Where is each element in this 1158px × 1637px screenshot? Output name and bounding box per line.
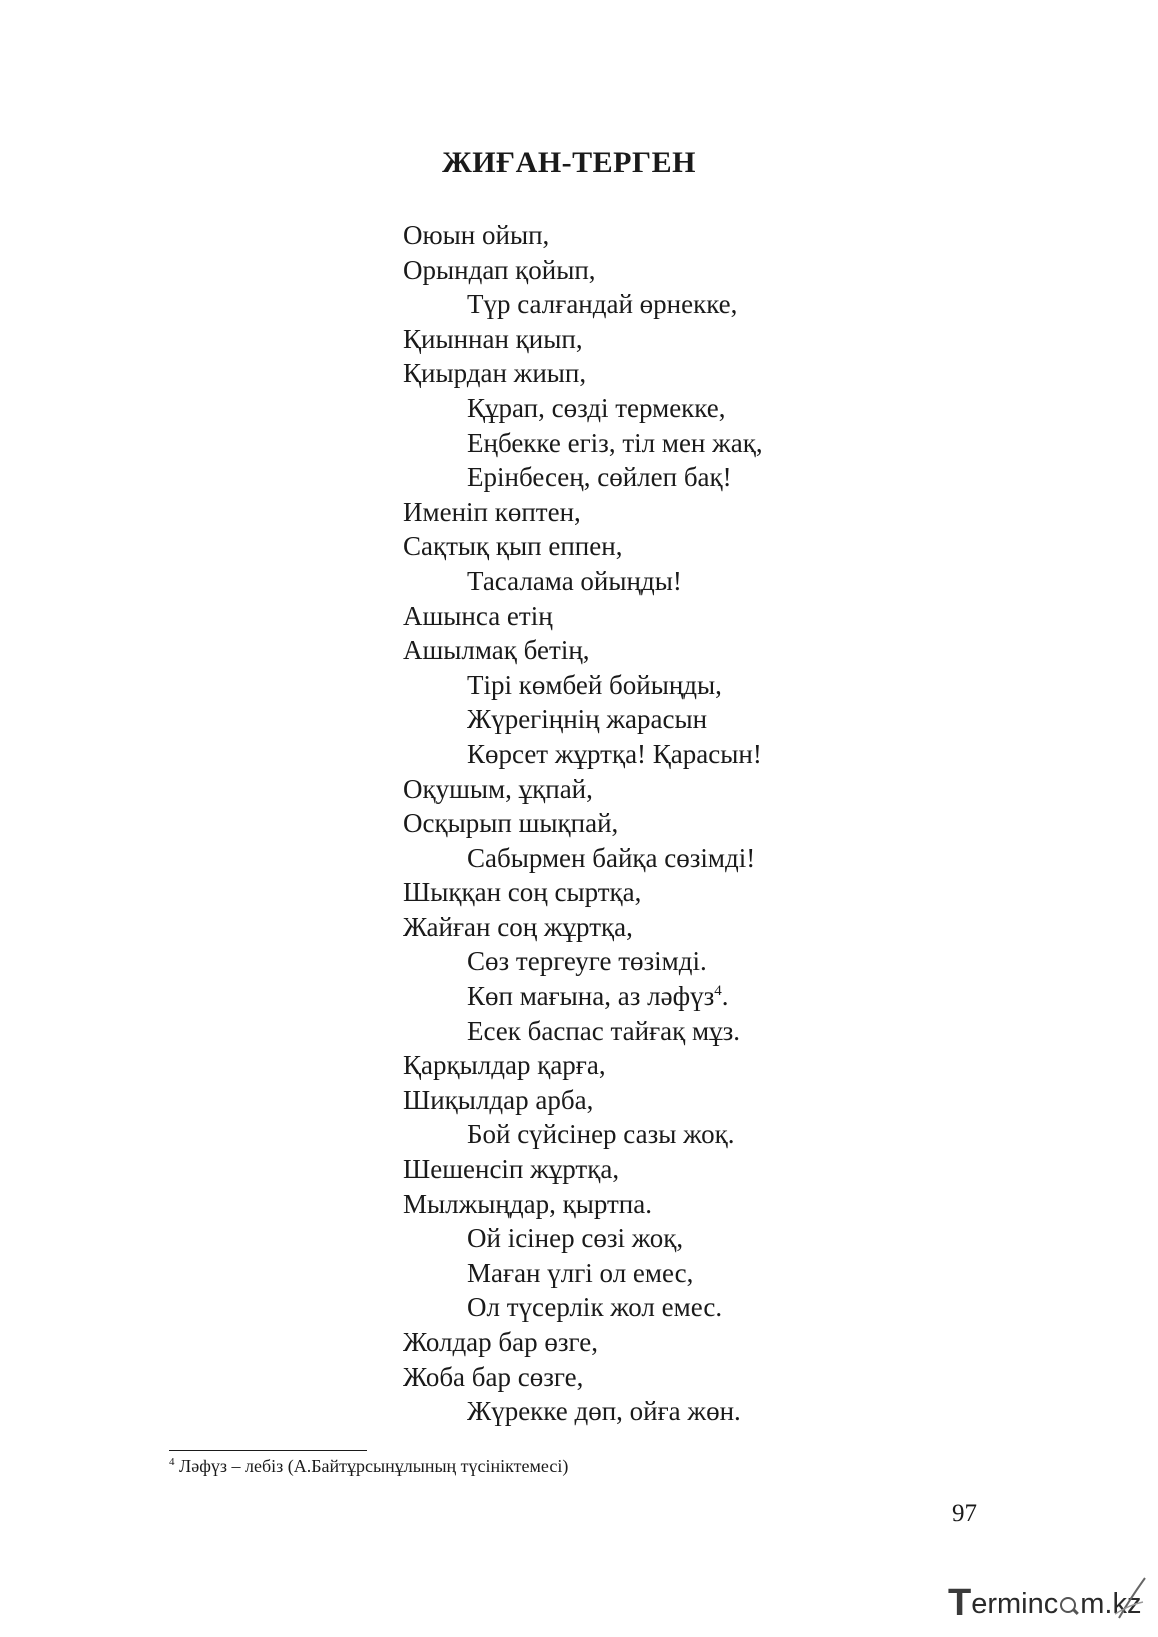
- poem-line: Ашылмақ бетің,: [403, 635, 590, 666]
- poem-line: Жолдар бар өзге,: [403, 1327, 598, 1357]
- footnote: [169, 1456, 568, 1477]
- poem-line: Сөз тергеуге төзімді.: [467, 946, 707, 977]
- poem-line: Сақтық қып еппен,: [403, 531, 623, 562]
- poem-body: [403, 218, 763, 1429]
- termincom-logo: Terminc m.kz: [948, 1580, 1153, 1620]
- footnote-divider: [169, 1450, 367, 1451]
- poem-line: Есек баспас тайғақ мұз.: [467, 1015, 741, 1046]
- poem-line: Осқырып шықпай,: [403, 808, 619, 839]
- poem-line: Қарқылдар қарға,: [403, 1050, 606, 1081]
- poem-line: Шешенсіп жұртқа,: [403, 1154, 620, 1185]
- poem-line: Еңбекке егіз, тіл мен жақ,: [467, 427, 763, 458]
- poem-line: Көп мағына, аз ләфүз$^4$.: [467, 981, 729, 1012]
- poem-line: Оқушым, ұқпай,: [403, 773, 593, 804]
- poem-line: Орындап қойып,: [403, 254, 596, 285]
- poem-line: Ашынса етің: [403, 600, 553, 631]
- poem-line: Мылжыңдар, қыртпа.: [403, 1188, 652, 1219]
- poem-line: Тасалама ойыңды!: [467, 565, 682, 596]
- poem-line: Көрсет жұртқа! Қарасын!: [467, 738, 762, 769]
- footnote-mark: 4: [169, 1456, 175, 1468]
- poem-line: Шыққан соң сыртқа,: [403, 877, 642, 908]
- swoosh-icon: [1113, 1574, 1149, 1622]
- poem-line: Түр салғандай өрнекке,: [467, 289, 738, 320]
- poem-line: Сабырмен байқа сөзімді!: [467, 842, 756, 873]
- poem-line: Маған үлгі ол емес,: [467, 1257, 694, 1288]
- poem-line: Шиқылдар арба,: [403, 1084, 594, 1115]
- poem-line: Ой ісінер сөзі жоқ,: [467, 1223, 684, 1254]
- magnifier-icon: [1059, 1596, 1079, 1616]
- poem-line: Именіп көптен,: [403, 496, 581, 527]
- poem-line: Бой сүйсінер сазы жоқ.: [467, 1119, 735, 1150]
- poem-line: Құрап, сөзді термекке,: [467, 392, 726, 423]
- poem-line: Қиырдан жиып,: [403, 358, 587, 389]
- poem-line: Ол түсерлік жол емес.: [467, 1292, 723, 1323]
- poem-line: Жүрекке дөп, ойға жөн.: [467, 1396, 741, 1427]
- poem-line: Ерінбесең, сөйлеп бақ!: [467, 462, 732, 493]
- poem-line: Жүрегіңнің жарасын: [467, 704, 708, 735]
- footnote-ref: 4: [714, 983, 722, 1000]
- poem-line: Тірі көмбей бойыңды,: [467, 669, 722, 700]
- footnote-text: Ләфүз – лебіз (А.Байтұрсынұлының түсініктемесі): [174, 1456, 569, 1476]
- page-number: 97: [952, 1500, 977, 1527]
- poem-title: ЖИҒАН-ТЕРГЕН: [442, 146, 696, 179]
- poem-line: Қиыннан қиып,: [403, 323, 583, 354]
- poem-line: Оюын ойып,: [403, 220, 550, 250]
- poem-line: Жайған соң жұртқа,: [403, 911, 633, 942]
- poem-line: Жоба бар сөзге,: [403, 1361, 584, 1392]
